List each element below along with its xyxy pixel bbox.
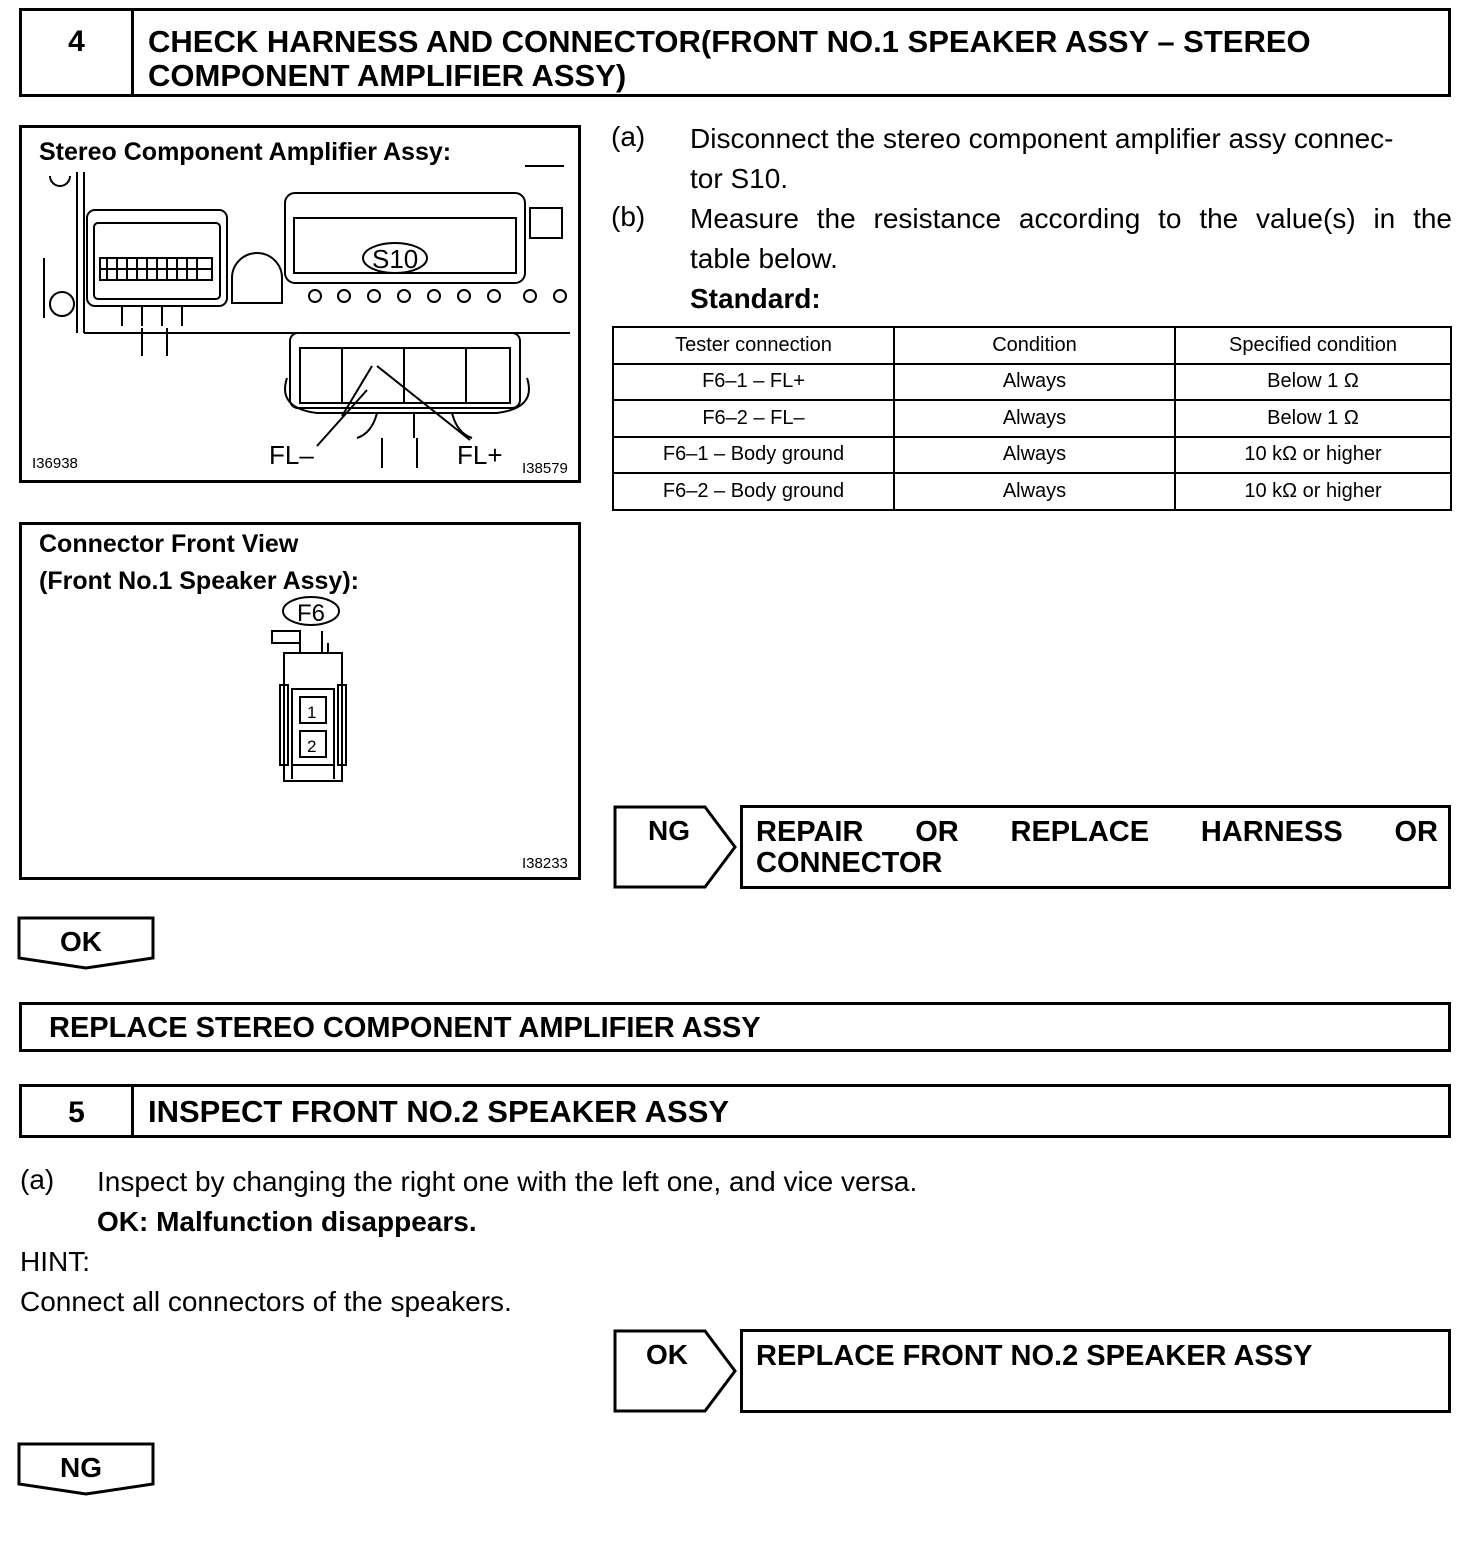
- table-row: [613, 473, 1451, 510]
- table-cell: F6–1 – Body ground: [613, 437, 894, 474]
- table-row: [613, 437, 1451, 474]
- ng-result-line1: [756, 817, 1438, 848]
- ng-result-word: OR: [1394, 816, 1438, 848]
- table-header: Condition: [894, 327, 1175, 364]
- figure-title: Stereo Component Amplifier Assy:: [39, 138, 452, 166]
- pin-1-label: 1: [307, 703, 317, 722]
- table-cell: F6–2 – Body ground: [613, 473, 894, 510]
- f6-connector-diagram: [22, 525, 578, 877]
- pin-2-label: 2: [307, 737, 317, 756]
- table-header-row: [613, 327, 1451, 364]
- table-header: Specified condition: [1175, 327, 1451, 364]
- instruction-b-line1: [690, 199, 1452, 239]
- table-cell: Always: [894, 473, 1175, 510]
- figure-title-line2: (Front No.1 Speaker Assy):: [39, 567, 359, 595]
- ok-result-box: [19, 1002, 1451, 1052]
- instruction-b-line2: table below.: [690, 243, 838, 274]
- amplifier-connector-diagram: [22, 128, 578, 480]
- s10-label: S10: [372, 244, 419, 274]
- table-header: Tester connection: [613, 327, 894, 364]
- table-row: [613, 400, 1451, 437]
- instruction-b-text: Measure the resistance according to the value(s) in the: [690, 203, 1452, 234]
- ok-tab-label: OK: [646, 1339, 688, 1370]
- spec-table: [612, 326, 1452, 511]
- pin-label-fl-minus: FL–: [269, 440, 314, 470]
- figure-amplifier: [19, 125, 581, 483]
- step-title: INSPECT FRONT NO.2 SPEAKER ASSY: [148, 1094, 730, 1129]
- table-row: [613, 364, 1451, 401]
- ng-tab-label: NG: [648, 815, 690, 846]
- table-cell: F6–1 – FL+: [613, 364, 894, 401]
- ok-tab-label: OK: [60, 926, 102, 957]
- step-number: 4: [22, 11, 134, 94]
- ng-result-word: OR: [915, 816, 959, 848]
- table-cell: 10 kΩ or higher: [1175, 437, 1451, 474]
- instruction-a-line2: tor S10.: [690, 163, 789, 194]
- table-cell: Below 1 Ω: [1175, 364, 1451, 401]
- step5-instruction: Inspect by changing the right one with the left one, and vice versa.: [97, 1166, 918, 1197]
- step-number: 5: [22, 1087, 134, 1135]
- figure-code-right: I38579: [522, 460, 568, 477]
- hint-text: Connect all connectors of the speakers.: [20, 1286, 512, 1317]
- table-cell: Below 1 Ω: [1175, 400, 1451, 437]
- figure-code-left: I36938: [32, 455, 78, 472]
- table-cell: Always: [894, 364, 1175, 401]
- step5-ok-result-box: [740, 1329, 1451, 1413]
- instruction-a-letter: (a): [611, 121, 646, 152]
- ng-result-word: REPAIR: [756, 816, 864, 848]
- table-cell: F6–2 – FL–: [613, 400, 894, 437]
- step-title: CHECK HARNESS AND CONNECTOR(FRONT NO.1 SPEAKER ASSY – STEREO COMPONENT AMPLIFIER ASSY): [148, 24, 1311, 93]
- step5-ok-condition: OK: Malfunction disappears.: [97, 1206, 477, 1237]
- ng-result-word: REPLACE: [1010, 816, 1150, 848]
- ok-result-text: REPLACE STEREO COMPONENT AMPLIFIER ASSY: [49, 1012, 761, 1044]
- ng-result-word: HARNESS: [1200, 816, 1343, 848]
- ng-result-line2: CONNECTOR: [756, 847, 943, 879]
- step5-ok-result-text: REPLACE FRONT NO.2 SPEAKER ASSY: [756, 1340, 1313, 1372]
- instruction-b-letter: (b): [611, 201, 646, 232]
- table-cell: Always: [894, 437, 1175, 474]
- figure-title-line1: Connector Front View: [39, 530, 299, 558]
- step-4-header: [19, 8, 1451, 97]
- step-5-header: [19, 1084, 1451, 1138]
- ng-tab-label: NG: [60, 1452, 102, 1483]
- hint-label: HINT:: [20, 1246, 90, 1277]
- instruction-a-line1: Disconnect the stereo component amplifier assy connec-: [690, 123, 1394, 154]
- pin-label-fl-plus: FL+: [457, 440, 503, 470]
- ng-result-box: [740, 805, 1451, 889]
- standard-label: Standard:: [690, 283, 821, 314]
- figure-connector-front-view: [19, 522, 581, 880]
- table-cell: Always: [894, 400, 1175, 437]
- figure-code: I38233: [522, 855, 568, 872]
- f6-label: F6: [297, 600, 326, 627]
- step5-instruction-letter: (a): [20, 1164, 55, 1195]
- table-cell: 10 kΩ or higher: [1175, 473, 1451, 510]
